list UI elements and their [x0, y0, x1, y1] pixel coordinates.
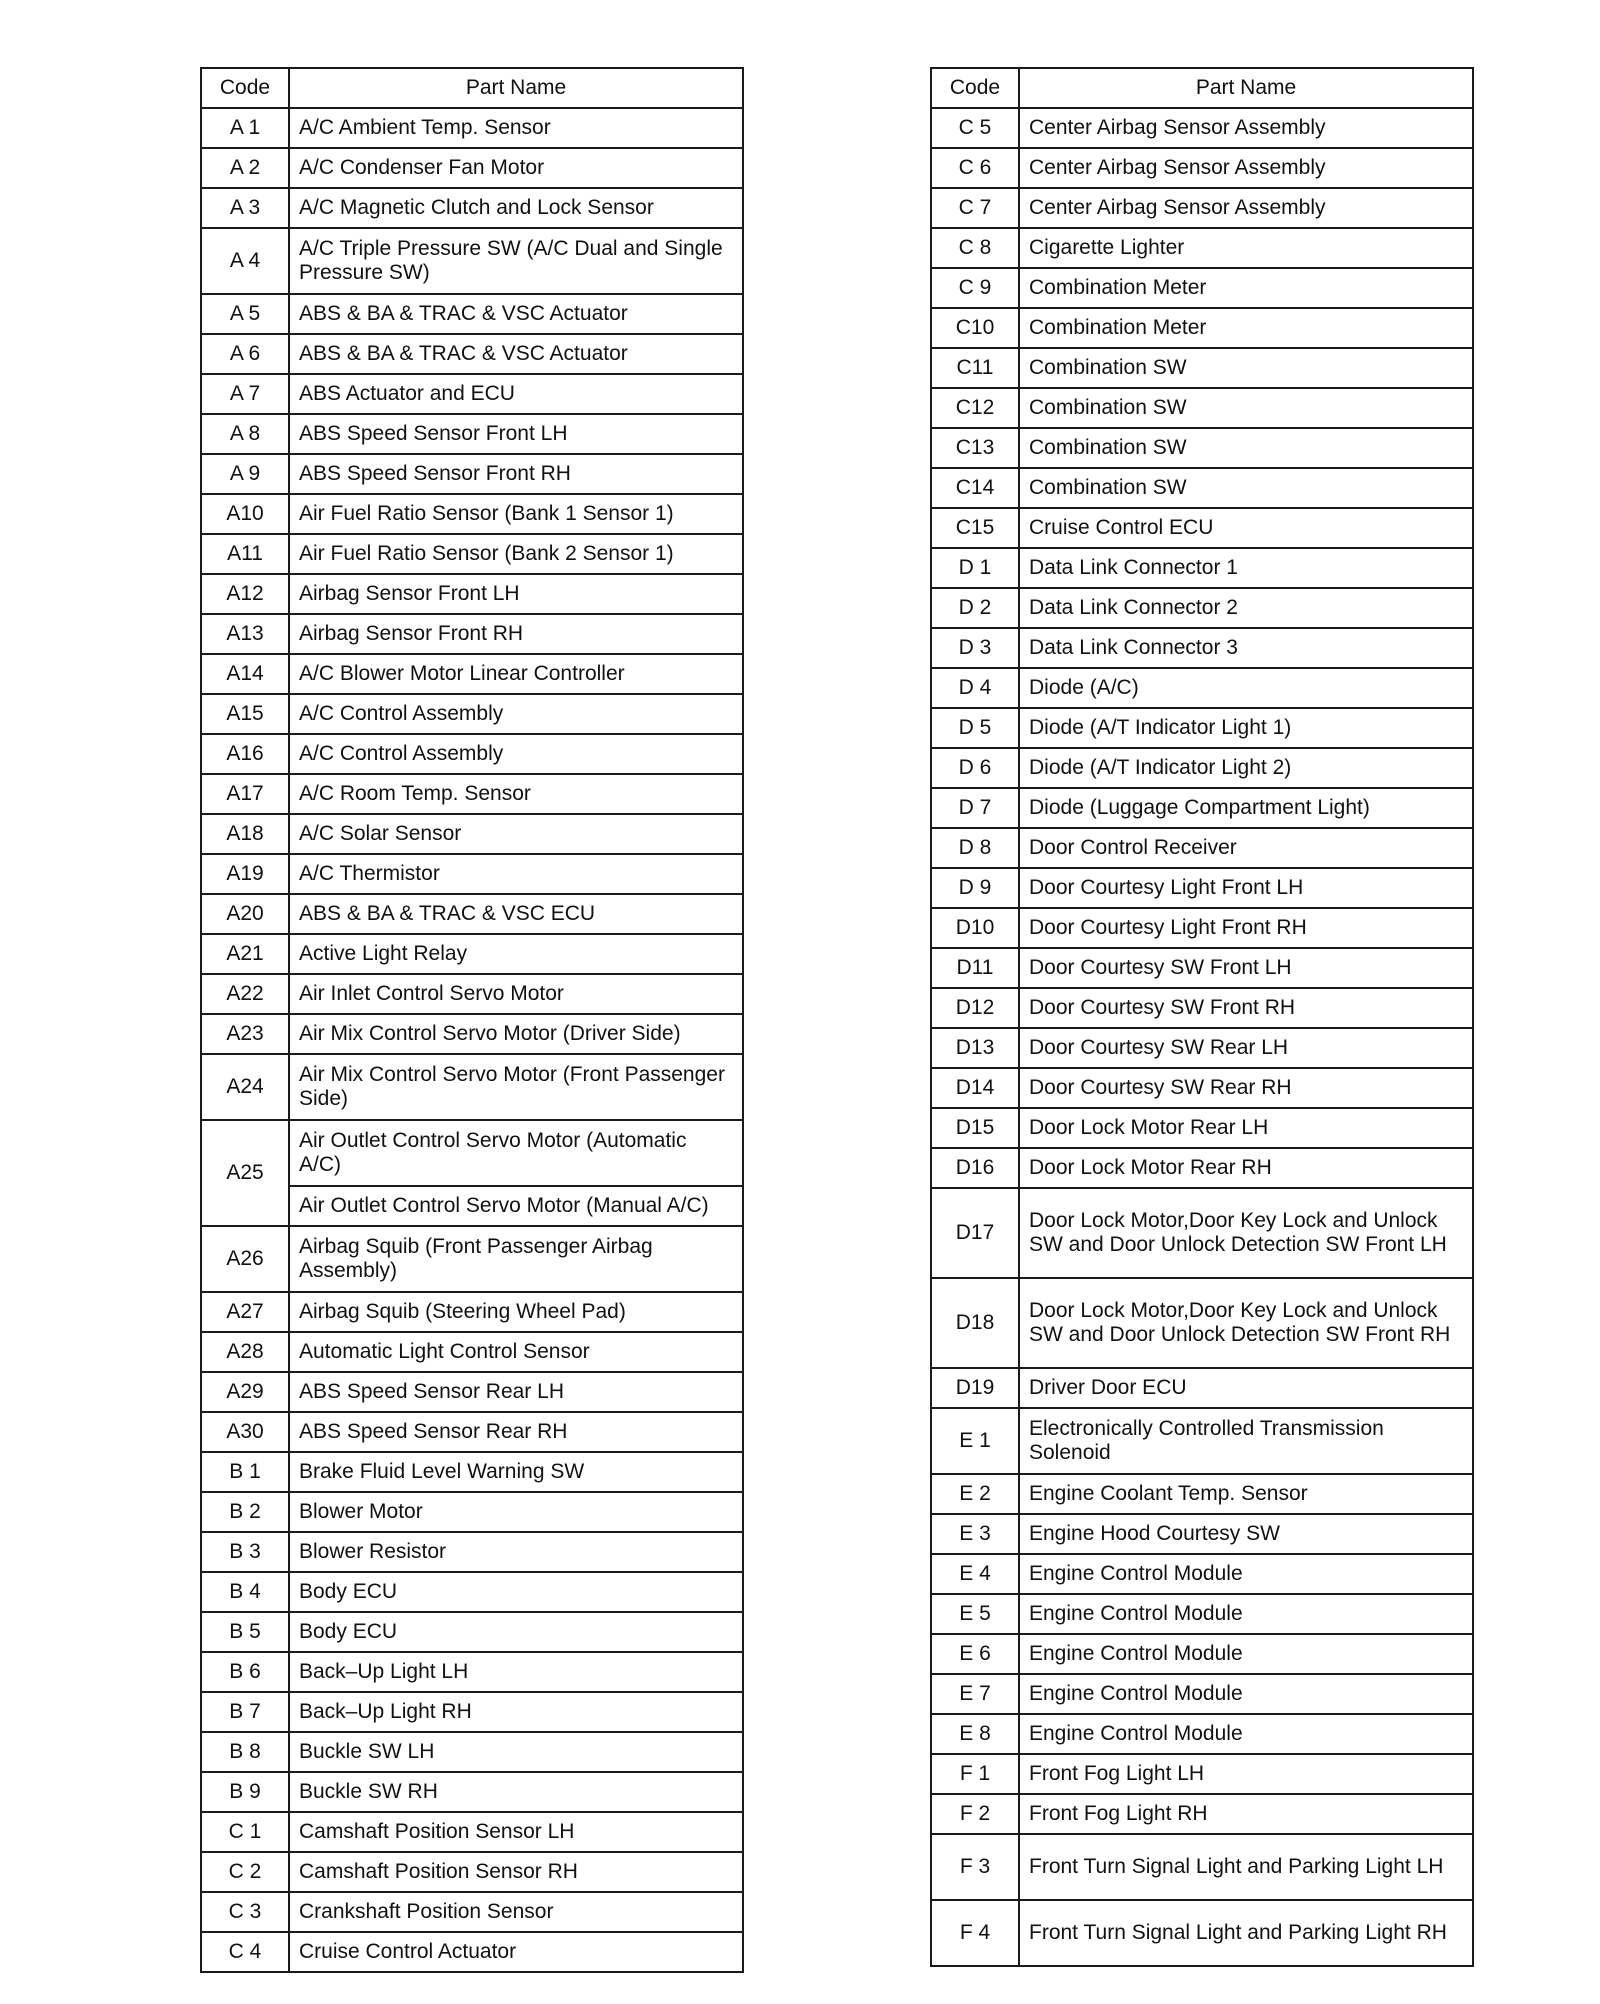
table-row: [201, 1852, 743, 1892]
part-code: A 6: [201, 334, 289, 374]
table-row: [201, 1892, 743, 1932]
part-name: Data Link Connector 1: [1019, 548, 1473, 588]
table-row: [201, 1014, 743, 1054]
table-row: [931, 628, 1473, 668]
table-row: [201, 1054, 743, 1120]
part-name: Driver Door ECU: [1019, 1368, 1473, 1408]
table-row: [931, 708, 1473, 748]
part-code: A23: [201, 1014, 289, 1054]
table-row: [201, 1692, 743, 1732]
part-name: A/C Room Temp. Sensor: [289, 774, 743, 814]
table-row: [931, 1834, 1473, 1900]
part-code: E 4: [931, 1554, 1019, 1594]
part-name: Door Courtesy Light Front LH: [1019, 868, 1473, 908]
part-name: Camshaft Position Sensor LH: [289, 1812, 743, 1852]
part-name: Brake Fluid Level Warning SW: [289, 1452, 743, 1492]
part-code: C12: [931, 388, 1019, 428]
table-row: [931, 1028, 1473, 1068]
part-code: A19: [201, 854, 289, 894]
table-row: [931, 988, 1473, 1028]
part-name: ABS & BA & TRAC & VSC ECU: [289, 894, 743, 934]
part-name: A/C Ambient Temp. Sensor: [289, 108, 743, 148]
table-row: [931, 1514, 1473, 1554]
part-name: A/C Thermistor: [289, 854, 743, 894]
table-row: [201, 574, 743, 614]
part-code: D 8: [931, 828, 1019, 868]
part-name: Center Airbag Sensor Assembly: [1019, 188, 1473, 228]
part-code: B 8: [201, 1732, 289, 1772]
part-code: A12: [201, 574, 289, 614]
part-code: B 9: [201, 1772, 289, 1812]
part-code: A27: [201, 1292, 289, 1332]
part-code: A20: [201, 894, 289, 934]
part-code: A 7: [201, 374, 289, 414]
table-row: [201, 228, 743, 294]
table-row: [201, 414, 743, 454]
part-name: Engine Control Module: [1019, 1714, 1473, 1754]
table-row: [931, 1108, 1473, 1148]
column-header-part-name: Part Name: [289, 68, 743, 108]
part-name: Door Lock Motor Rear LH: [1019, 1108, 1473, 1148]
table-row: [201, 894, 743, 934]
table-row: [201, 934, 743, 974]
part-name: Door Lock Motor Rear RH: [1019, 1148, 1473, 1188]
part-name: Cruise Control Actuator: [289, 1932, 743, 1972]
table-header-row: [201, 68, 743, 108]
part-code: D10: [931, 908, 1019, 948]
table-row: [931, 548, 1473, 588]
part-code: E 5: [931, 1594, 1019, 1634]
part-code: D 3: [931, 628, 1019, 668]
part-code: B 6: [201, 1652, 289, 1692]
part-code: B 5: [201, 1612, 289, 1652]
part-code: F 4: [931, 1900, 1019, 1966]
table-row: [201, 614, 743, 654]
part-code: E 7: [931, 1674, 1019, 1714]
part-name: Diode (Luggage Compartment Light): [1019, 788, 1473, 828]
table-row: [931, 1900, 1473, 1966]
table-row: [201, 854, 743, 894]
column-header-part-name: Part Name: [1019, 68, 1473, 108]
part-code: A 4: [201, 228, 289, 294]
part-name: A/C Control Assembly: [289, 694, 743, 734]
part-name: A/C Triple Pressure SW (A/C Dual and Single Pressure SW): [289, 228, 743, 294]
part-name: Air Outlet Control Servo Motor (Manual A/C): [289, 1186, 743, 1226]
table-row: [931, 1754, 1473, 1794]
part-code: C11: [931, 348, 1019, 388]
table-row: [201, 734, 743, 774]
table-row: [201, 774, 743, 814]
part-code: A16: [201, 734, 289, 774]
table-row: [931, 428, 1473, 468]
part-code: C 2: [201, 1852, 289, 1892]
part-code: C 6: [931, 148, 1019, 188]
part-name: ABS Speed Sensor Rear RH: [289, 1412, 743, 1452]
table-row: [931, 1714, 1473, 1754]
part-name: Buckle SW LH: [289, 1732, 743, 1772]
table-row: [931, 308, 1473, 348]
table-row: [931, 148, 1473, 188]
table-row: [931, 188, 1473, 228]
part-name: Cigarette Lighter: [1019, 228, 1473, 268]
part-code: A21: [201, 934, 289, 974]
table-row: [201, 374, 743, 414]
table-row: [931, 1794, 1473, 1834]
part-name: Door Courtesy Light Front RH: [1019, 908, 1473, 948]
table-row: [931, 948, 1473, 988]
table-row: [201, 694, 743, 734]
table-row: [931, 468, 1473, 508]
part-name: Cruise Control ECU: [1019, 508, 1473, 548]
table-row: [201, 814, 743, 854]
part-code: D15: [931, 1108, 1019, 1148]
part-code: D17: [931, 1188, 1019, 1278]
part-code: D 4: [931, 668, 1019, 708]
table-row: [201, 454, 743, 494]
part-code: D12: [931, 988, 1019, 1028]
part-name: Door Lock Motor,Door Key Lock and Unlock SW and Door Unlock Detection SW Front LH: [1019, 1188, 1473, 1278]
part-name: Diode (A/C): [1019, 668, 1473, 708]
part-code: A28: [201, 1332, 289, 1372]
table-row: [201, 1372, 743, 1412]
part-code: D11: [931, 948, 1019, 988]
table-row: [201, 1532, 743, 1572]
part-name: Crankshaft Position Sensor: [289, 1892, 743, 1932]
part-name: Combination SW: [1019, 468, 1473, 508]
part-name: Back–Up Light RH: [289, 1692, 743, 1732]
part-code: A 2: [201, 148, 289, 188]
table-row: [201, 1492, 743, 1532]
part-code: E 3: [931, 1514, 1019, 1554]
part-code: A22: [201, 974, 289, 1014]
part-code: A30: [201, 1412, 289, 1452]
table-header-row: [931, 68, 1473, 108]
part-name: Diode (A/T Indicator Light 1): [1019, 708, 1473, 748]
part-code: F 1: [931, 1754, 1019, 1794]
table-row: [201, 974, 743, 1014]
part-name: Center Airbag Sensor Assembly: [1019, 148, 1473, 188]
table-row: [931, 1594, 1473, 1634]
part-name: Air Fuel Ratio Sensor (Bank 1 Sensor 1): [289, 494, 743, 534]
part-code: E 1: [931, 1408, 1019, 1474]
part-name: Center Airbag Sensor Assembly: [1019, 108, 1473, 148]
table-row: [931, 1148, 1473, 1188]
part-name: Air Inlet Control Servo Motor: [289, 974, 743, 1014]
part-code: C 9: [931, 268, 1019, 308]
table-row: [931, 508, 1473, 548]
part-name: Combination SW: [1019, 388, 1473, 428]
part-name: Air Mix Control Servo Motor (Front Passenger Side): [289, 1054, 743, 1120]
table-row: [201, 534, 743, 574]
part-code: D19: [931, 1368, 1019, 1408]
part-code: A13: [201, 614, 289, 654]
table-row: [931, 268, 1473, 308]
part-code: D18: [931, 1278, 1019, 1368]
table-row: [201, 1812, 743, 1852]
part-name: Engine Hood Courtesy SW: [1019, 1514, 1473, 1554]
part-code: D 5: [931, 708, 1019, 748]
part-name: Diode (A/T Indicator Light 2): [1019, 748, 1473, 788]
part-code: C 8: [931, 228, 1019, 268]
part-name: Blower Resistor: [289, 1532, 743, 1572]
part-code: A10: [201, 494, 289, 534]
part-name: Door Courtesy SW Front RH: [1019, 988, 1473, 1028]
part-name: ABS & BA & TRAC & VSC Actuator: [289, 334, 743, 374]
part-code: A15: [201, 694, 289, 734]
table-row: [931, 1408, 1473, 1474]
part-code: A 3: [201, 188, 289, 228]
table-row: [201, 1452, 743, 1492]
table-row: [201, 654, 743, 694]
part-name: ABS Speed Sensor Front RH: [289, 454, 743, 494]
table-row: [201, 494, 743, 534]
part-name: Active Light Relay: [289, 934, 743, 974]
table-row: [931, 1474, 1473, 1514]
part-name: Engine Control Module: [1019, 1554, 1473, 1594]
table-row: [931, 228, 1473, 268]
table-row: [201, 1932, 743, 1972]
table-row: [931, 788, 1473, 828]
part-code: D16: [931, 1148, 1019, 1188]
part-code: B 2: [201, 1492, 289, 1532]
part-name: Front Turn Signal Light and Parking Light LH: [1019, 1834, 1473, 1900]
part-name: ABS Speed Sensor Front LH: [289, 414, 743, 454]
table-row: [201, 1332, 743, 1372]
part-code: D 9: [931, 868, 1019, 908]
part-name: A/C Solar Sensor: [289, 814, 743, 854]
part-code: C 4: [201, 1932, 289, 1972]
part-name: Engine Control Module: [1019, 1674, 1473, 1714]
table-row: [201, 148, 743, 188]
table-row: [201, 1226, 743, 1292]
part-name: Buckle SW RH: [289, 1772, 743, 1812]
table-row: [931, 1068, 1473, 1108]
part-name: A/C Magnetic Clutch and Lock Sensor: [289, 188, 743, 228]
table-row: [931, 748, 1473, 788]
table-row: [931, 668, 1473, 708]
part-code: C14: [931, 468, 1019, 508]
part-name: Engine Coolant Temp. Sensor: [1019, 1474, 1473, 1514]
table-row: [931, 1368, 1473, 1408]
part-code: D 7: [931, 788, 1019, 828]
part-code: A26: [201, 1226, 289, 1292]
parts-table-left: [200, 67, 744, 1973]
part-code: B 1: [201, 1452, 289, 1492]
part-code: A11: [201, 534, 289, 574]
part-name: Back–Up Light LH: [289, 1652, 743, 1692]
table-row: [931, 908, 1473, 948]
part-name: Airbag Squib (Steering Wheel Pad): [289, 1292, 743, 1332]
table-row: [931, 388, 1473, 428]
part-name: Body ECU: [289, 1572, 743, 1612]
parts-table-right: [930, 67, 1474, 1967]
part-name: Airbag Squib (Front Passenger Airbag Assembly): [289, 1226, 743, 1292]
table-row: [201, 294, 743, 334]
part-name: ABS Actuator and ECU: [289, 374, 743, 414]
part-code: F 2: [931, 1794, 1019, 1834]
part-name: ABS & BA & TRAC & VSC Actuator: [289, 294, 743, 334]
part-name: Engine Control Module: [1019, 1594, 1473, 1634]
part-code: F 3: [931, 1834, 1019, 1900]
part-code: D13: [931, 1028, 1019, 1068]
part-name: Air Fuel Ratio Sensor (Bank 2 Sensor 1): [289, 534, 743, 574]
column-header-code: Code: [201, 68, 289, 108]
part-code: E 2: [931, 1474, 1019, 1514]
part-name: Front Turn Signal Light and Parking Light RH: [1019, 1900, 1473, 1966]
part-code: A14: [201, 654, 289, 694]
part-name: Airbag Sensor Front RH: [289, 614, 743, 654]
table-row: [201, 188, 743, 228]
part-name: Body ECU: [289, 1612, 743, 1652]
part-name: Electronically Controlled Transmission Solenoid: [1019, 1408, 1473, 1474]
part-code: D 6: [931, 748, 1019, 788]
part-code: A 5: [201, 294, 289, 334]
table-row: [201, 1572, 743, 1612]
table-row: [931, 1188, 1473, 1278]
table-row: [931, 588, 1473, 628]
table-row: [931, 868, 1473, 908]
part-code: C10: [931, 308, 1019, 348]
table-row: [931, 828, 1473, 868]
part-code: D 2: [931, 588, 1019, 628]
part-code: A 9: [201, 454, 289, 494]
part-code: E 6: [931, 1634, 1019, 1674]
part-name: Front Fog Light LH: [1019, 1754, 1473, 1794]
part-code: C 7: [931, 188, 1019, 228]
part-name: Air Mix Control Servo Motor (Driver Side): [289, 1014, 743, 1054]
table-row: [931, 1278, 1473, 1368]
part-code: D 1: [931, 548, 1019, 588]
part-code: A 8: [201, 414, 289, 454]
part-code: B 7: [201, 1692, 289, 1732]
part-code: A18: [201, 814, 289, 854]
part-name: A/C Condenser Fan Motor: [289, 148, 743, 188]
part-name: Door Control Receiver: [1019, 828, 1473, 868]
part-code: C 1: [201, 1812, 289, 1852]
part-code: A29: [201, 1372, 289, 1412]
part-name: Blower Motor: [289, 1492, 743, 1532]
part-name: Data Link Connector 3: [1019, 628, 1473, 668]
part-code: B 3: [201, 1532, 289, 1572]
part-code: E 8: [931, 1714, 1019, 1754]
part-name: Engine Control Module: [1019, 1634, 1473, 1674]
table-row: [201, 1412, 743, 1452]
table-row: [201, 334, 743, 374]
table-row: [931, 348, 1473, 388]
table-row: [201, 1292, 743, 1332]
table-row: [931, 1634, 1473, 1674]
table-row: [201, 1772, 743, 1812]
part-name: Automatic Light Control Sensor: [289, 1332, 743, 1372]
part-code: A24: [201, 1054, 289, 1120]
part-code: A 1: [201, 108, 289, 148]
column-header-code: Code: [931, 68, 1019, 108]
table-row: [931, 1554, 1473, 1594]
part-name: Door Courtesy SW Rear RH: [1019, 1068, 1473, 1108]
table-row: [201, 1652, 743, 1692]
table-row: [201, 1732, 743, 1772]
part-name: ABS Speed Sensor Rear LH: [289, 1372, 743, 1412]
part-code: B 4: [201, 1572, 289, 1612]
part-name: Airbag Sensor Front LH: [289, 574, 743, 614]
part-code: C 3: [201, 1892, 289, 1932]
part-name: Door Courtesy SW Rear LH: [1019, 1028, 1473, 1068]
part-name: A/C Control Assembly: [289, 734, 743, 774]
part-code: A17: [201, 774, 289, 814]
part-code: C15: [931, 508, 1019, 548]
part-name: A/C Blower Motor Linear Controller: [289, 654, 743, 694]
part-name: Combination SW: [1019, 348, 1473, 388]
part-name: Door Lock Motor,Door Key Lock and Unlock SW and Door Unlock Detection SW Front RH: [1019, 1278, 1473, 1368]
table-row: [201, 1612, 743, 1652]
part-name: Combination Meter: [1019, 308, 1473, 348]
table-row: [201, 108, 743, 148]
part-name: Air Outlet Control Servo Motor (Automatic A/C): [289, 1120, 743, 1186]
part-name: Front Fog Light RH: [1019, 1794, 1473, 1834]
part-code: C 5: [931, 108, 1019, 148]
part-name: Camshaft Position Sensor RH: [289, 1852, 743, 1892]
part-code: D14: [931, 1068, 1019, 1108]
part-name: Door Courtesy SW Front LH: [1019, 948, 1473, 988]
part-code: C13: [931, 428, 1019, 468]
part-name: Combination Meter: [1019, 268, 1473, 308]
table-row: [931, 108, 1473, 148]
part-name: Data Link Connector 2: [1019, 588, 1473, 628]
part-code: A25: [201, 1120, 289, 1226]
table-row: [931, 1674, 1473, 1714]
table-row: [201, 1120, 743, 1186]
part-name: Combination SW: [1019, 428, 1473, 468]
